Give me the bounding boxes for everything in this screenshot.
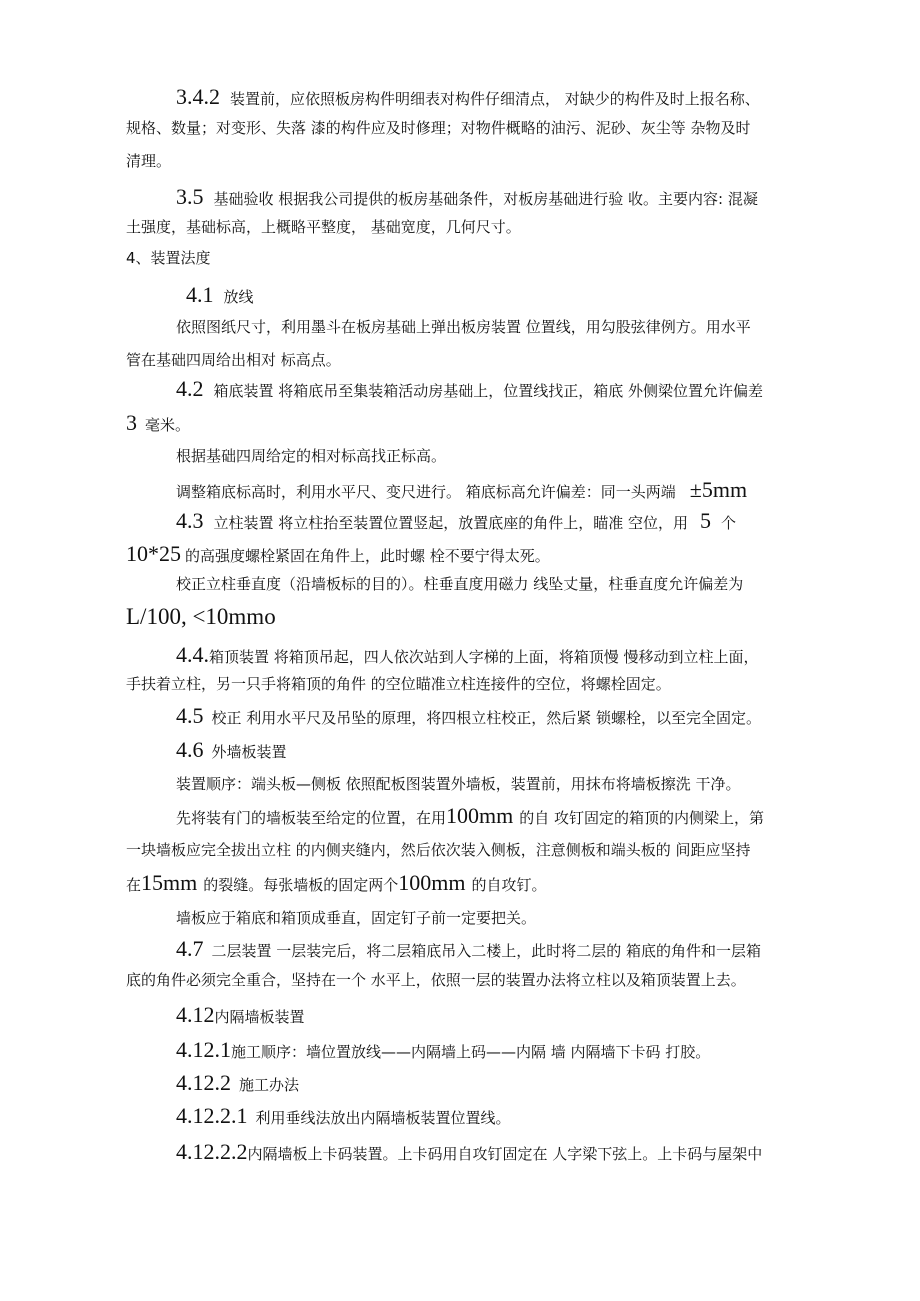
- section-4-6-heading: 4.6 外墙板装置: [176, 737, 287, 762]
- para-4-3-line-2: 10*25 的高强度螺栓紧固在角件上，此时螺 栓不要宁得太死。: [126, 541, 550, 566]
- para-4-12-1-line-1: 4.12.1施工顺序：墙位置放线——内隔墙上码——内隔 墙 内隔墙下卡码 打胶。: [176, 1037, 711, 1062]
- para-4-5-line-1: 4.5 校正 利用水平尺及吊坠的原理，将四根立柱校正，然后紧 锁螺栓，以至完全固定。: [176, 703, 762, 728]
- para-4-1-line-2: 管在基础四周给出相对 标高点。: [126, 351, 341, 369]
- para-4-2-line-3: 根据基础四周给定的相对标高找正标高。: [176, 447, 447, 465]
- para-3-5-line-2: 土强度，基础标高，上概略平整度， 基础宽度，几何尺寸。: [126, 218, 521, 236]
- section-4-1-heading: 4.1 放线: [186, 282, 254, 307]
- para-4-3-line-3: 校正立柱垂直度（沿墙板标的目的）。柱垂直度用磁力 线坠丈量，柱垂直度允许偏差为: [176, 575, 744, 593]
- para-3-4-2-line-1: 3.4.2 装置前，应依照板房构件明细表对构件仔细清点， 对缺少的构件及时上报名称、: [176, 84, 760, 109]
- para-4-6-line-4: 在15mm 的裂缝。每张墙板的固定两个100mm 的自攻钉。: [126, 870, 547, 895]
- para-3-5-line-1: 3.5 基础验收 根据我公司提供的板房基础条件，对板房基础进行验 收。主要内容: 混凝: [176, 184, 758, 209]
- para-4-4-line-2: 手扶着立柱，另一只手将箱顶的角件 的空位瞄准立柱连接件的空位，将螺栓固定。: [126, 675, 671, 693]
- para-4-6-line-2: 先将装有门的墙板装至给定的位置，在用100mm 的自 攻钉固定的箱顶的内侧梁上，第: [176, 803, 765, 828]
- para-4-4-line-1: 4.4.箱顶装置 将箱顶吊起，四人依次站到人字梯的上面，将箱顶慢 慢移动到立柱上面，: [176, 642, 759, 667]
- para-4-1-line-1: 依照图纸尺寸，利用墨斗在板房基础上弹出板房装置 位置线，用勾股弦律例方。用水平: [176, 318, 751, 336]
- section-4-12-2-heading: 4.12.2 施工办法: [176, 1070, 300, 1095]
- para-3-4-2-line-2: 规格、数量；对变形、失落 漆的构件应及时修理；对物件概略的油污、泥砂、灰尘等 杂物及时: [126, 119, 751, 137]
- para-4-6-line-5: 墙板应于箱底和箱顶成垂直，固定钉子前一定要把关。: [176, 909, 537, 927]
- section-4-12-heading: 4.12内隔墙板装置: [176, 1002, 305, 1027]
- section-4-heading: 4、装置法度: [126, 249, 211, 267]
- para-4-6-line-1: 装置顺序：端头板—侧板 依照配板图装置外墙板，装置前，用抹布将墙板擦洗 干净。: [176, 775, 741, 793]
- para-4-2-line-2: 3 毫米。: [126, 410, 191, 435]
- para-4-3-line-1: 4.3 立柱装置 将立柱抬至装置位置竖起，放置底座的角件上，瞄准 空位，用 5 个: [176, 508, 737, 533]
- para-4-12-2-1-line-1: 4.12.2.1 利用垂线法放出内隔墙板装置位置线。: [176, 1103, 511, 1128]
- para-4-6-line-3: 一块墙板应完全拔出立柱 的内侧夹缝内，然后依次装入侧板，注意侧板和端头板的 间距应坚持: [126, 841, 751, 859]
- para-4-12-2-2-line-1: 4.12.2.2内隔墙板上卡码装置。上卡码用自攻钉固定在 人字梁下弦上。上卡码与屋架中: [176, 1139, 763, 1164]
- para-4-3-line-4: L/100, <10mmo: [126, 604, 276, 629]
- para-4-7-line-1: 4.7 二层装置 一层装完后，将二层箱底吊入二楼上，此时将二层的 箱底的角件和一层箱: [176, 936, 762, 961]
- para-4-2-line-1: 4.2 箱底装置 将箱底吊至集装箱活动房基础上，位置线找正，箱底 外侧梁位置允许偏差: [176, 376, 764, 401]
- para-3-4-2-line-3: 清理。: [126, 152, 172, 170]
- para-4-2-line-4: 调整箱底标高时，利用水平尺、变尺进行。 箱底标高允许偏差：同一头两端 ±5mm: [176, 477, 748, 502]
- para-4-7-line-2: 底的角件必须完全重合，坚持在一个 水平上，依照一层的装置办法将立柱以及箱顶装置上去。: [126, 971, 746, 989]
